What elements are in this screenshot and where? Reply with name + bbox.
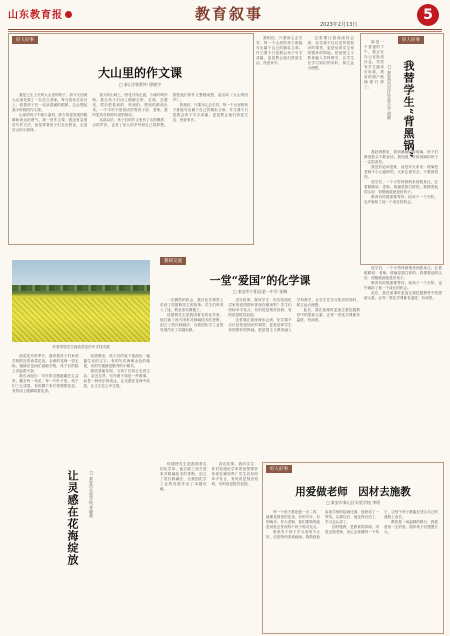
paragraph: 那是一个普通的下午，我正在办公室批改作业，突然有学生跑来告诉我，教室的窗户玻璃被打碎了。 (364, 40, 384, 89)
article5-byline: □ 泰安市泰山区实验学校 李明 (325, 500, 381, 505)
continued-text (256, 36, 354, 248)
paragraph: 我相信，只要用心去引导，每一个山里的孩子都能写出属于自己的精彩文章。作文课不只是教会孩子写字成篇，更是教会他们热爱生活、热爱家乡。 (172, 103, 248, 122)
article4-byline: □ 泰安市岱岳区实验小学 胡静 (387, 64, 392, 120)
paragraph: 我相信，只要用心去引导，每一个山里的孩子都能写出属于自己的精彩文章。作文课不只是教会孩子写字成篇，更是教会他们热爱生活、热爱家乡。 (256, 36, 303, 65)
paragraph: 讲完故事，我问学生：你们知道化学家的爱国情怀体现在哪里吗？学生们纷纷举手发言，有的说是刻苦钻研，有的说是报效祖国。 (211, 462, 258, 486)
article5-body (266, 510, 438, 628)
section-title: 教育叙事 (195, 5, 264, 23)
paragraph: 班里有个孩子学习成绩不太好，但是特别喜欢画画。我鼓励他参加学校的绘画比赛，他获得了一等奖。从那以后，他变得自信了，学习也认真了。 (266, 510, 379, 539)
paragraph: 从那以后，孩子们的作文里有了山的模样、水的声音，也有了家人的辛劳和自己的梦想。我把他们的作文整理成册，起名叫《大山的回声》。 (92, 93, 248, 127)
issue-date: 2023年2月13日 (320, 22, 358, 28)
paragraph: 我赶到教室，看到满地的碎玻璃，孩子们都低着头不敢说话。我知道，打碎玻璃的孩子一定很害怕。 (364, 150, 438, 164)
paragraph: 此后，我在备课时更加注重挖掘教材中的思政元素，让每一堂化学课都有温度、有深度。 (296, 308, 360, 322)
paragraph: 这堂课让我深深体会到，化学课不仅仅是传授知识的课堂，更是培养学生家国情怀的阵地。把爱国主义教育融入学科教学，让学生在学习知识的同时，树立远大理想。 (307, 36, 354, 70)
paragraph: 我告诉他们：写作的灵感就藏在生活里，藏在每一朵花、每一片叶子里。孩子们三五成群，有的蹲下来仔细观察花蕊，有的闭上眼睛闻着花香。 (12, 374, 79, 393)
paragraph: 回到教室，孩子们的笔下流淌出一篇篇生动的文字。有的写花海像金色的地毯，有的写蜜蜂是勤劳的小精灵。 (83, 354, 150, 368)
paragraph: 侯德榜先生是我国著名的化学家，他打破了西方国家对制碱技术的垄断，创立了侯氏制碱法，为我国化学工业的发展作出了卓越贡献。 (160, 313, 224, 332)
paragraph: 教育是一场温暖的修行，我愿意用一生的爱，陪伴孩子们慢慢长大。 (384, 520, 438, 534)
article3-tag: 教研交流 (160, 257, 186, 265)
paragraph: 教育有时候需要等待，给孩子一个台阶，也许就给了他一个成长的机会。 (364, 195, 438, 204)
newspaper-logo: 山东教育报 (8, 6, 72, 21)
article4-continued (364, 266, 442, 456)
article2-byline: □ 泰安市实验学校 李晓燕 (89, 470, 94, 518)
article1-body (12, 93, 248, 239)
paragraph: 我没有追问是谁，而是对大家说：玻璃是老师不小心碰碎的，大家注意安全，不要被划伤。 (364, 165, 438, 179)
article4-body (364, 150, 438, 260)
paragraph: 这堂课让我深深体会到，化学课不仅仅是传授知识的课堂，更是培养学生家国情怀的阵地。把爱国主义教育融入学科教学，让学生在学习知识的同时，树立远大理想。 (228, 298, 360, 332)
article3-byline: □ 泰安市宁阳县第一中学 张琳 (232, 289, 288, 294)
article4-title: 我替学生“背黑锅” (402, 60, 415, 159)
article3-body (160, 298, 360, 458)
paragraph: 我是土生土长的大山里的孩子，如今又回到大山深处做了一名语文老师。每当我站在讲台上，看着孩子们一双双清澈的眼睛，总会想起我小时候的作文课。 (12, 93, 88, 112)
article3-title: 一堂“爱国”的化学课 (209, 274, 311, 287)
paragraph: 一次偶然的机会，我在化学课堂上讲到了侯德榜先生的故事。学生们听得入了迷，教室里安静极了。 (160, 298, 224, 312)
paragraph: 因材施教，是教育的真谛。用爱去做老师，用心去读懂每一个孩子，让每个孩子都能在适合自己的道路上成长。 (325, 510, 438, 534)
rapeseed-field-photo (12, 260, 150, 342)
article5-tag: 好人好事 (266, 465, 292, 473)
article3-continued (160, 462, 258, 632)
paragraph: 春天的山坡上，野花开得正盛，小溪叮咚作响。我让孩子们闭上眼睛去听、去闻、去感受，然后把看到的、听到的、想到的都说出来。一个平时不爱说话的男孩子说：老师，我听见风在和树叶说悄悄话。 (92, 93, 168, 117)
paragraph: 每一个孩子都是独一无二的，就像花园里的花朵，有的早开，有的晚开。作为老师，我们要做的就是用爱去发现每个孩子的闪光点。 (266, 510, 320, 529)
photo-caption: 作者带领学生到油菜花田中寻找灵感 (52, 345, 110, 349)
header-rule-thin (8, 31, 442, 32)
article1-tag: 好人好事 (12, 36, 38, 44)
paragraph: 侯德榜先生是我国著名的化学家，他打破了西方国家对制碱技术的垄断，创立了侯氏制碱法，为我国化学工业的发展作出了卓越贡献。 (160, 462, 207, 491)
article2-title: 让灵感在花海绽放 (62, 468, 82, 568)
paragraph: 放学后，一个小男孩悄悄来到我身边，红着眼睛说：老师，玻璃是我打碎的。我摸着他的头说：知错就改就是好孩子。 (364, 180, 438, 194)
logo-mark-icon (65, 11, 72, 18)
article5-title: 用爱做老师 因材去施教 (295, 486, 411, 498)
paragraph: 山里的孩子不缺少素材，缺少的是发现的眼睛和表达的勇气。第一堂作文课，我没有急着讲写作方法，而是带着孩子们走出教室，走进后山的小树林。 (12, 113, 88, 132)
paragraph: 我欣喜地发现，当孩子们真正走进生活、亲近自然，写作便不再是一件难事，而是一种快乐的表达。让灵感在花海中绽放，让文字在心中生根。 (83, 369, 150, 388)
page-number-badge: 5 (417, 4, 439, 26)
article1-byline: □ 泰山学院附中 徐晓宇 (118, 82, 162, 87)
paragraph: 此后，我在备课时更加注重挖掘教材中的思政元素，让每一堂化学课都有温度、有深度。 (364, 291, 442, 300)
article4-lead (364, 40, 384, 150)
paragraph: 放学后，一个小男孩悄悄来到我身边，红着眼睛说：老师，玻璃是我打碎的。我摸着他的头说：知错就改就是好孩子。 (364, 266, 442, 280)
article1-title: 大山里的作文课 (97, 66, 182, 80)
header-rule (8, 29, 442, 30)
paragraph: 油菜花开的季节，我带着孩子们来到学校附近的油菜花田。金黄的花海一望无际，蜜蜂在花间忙碌地穿梭，孩子们的脸上洋溢着兴奋。 (12, 354, 79, 373)
article4-tag: 好人好事 (398, 36, 424, 44)
paragraph: 讲完故事，我问学生：你们知道化学家的爱国情怀体现在哪里吗？学生们纷纷举手发言，有的说是刻苦钻研，有的说是报效祖国。 (228, 298, 292, 317)
paragraph: 教育有时候需要等待，给孩子一个台阶，也许就给了他一个成长的机会。 (364, 281, 442, 290)
